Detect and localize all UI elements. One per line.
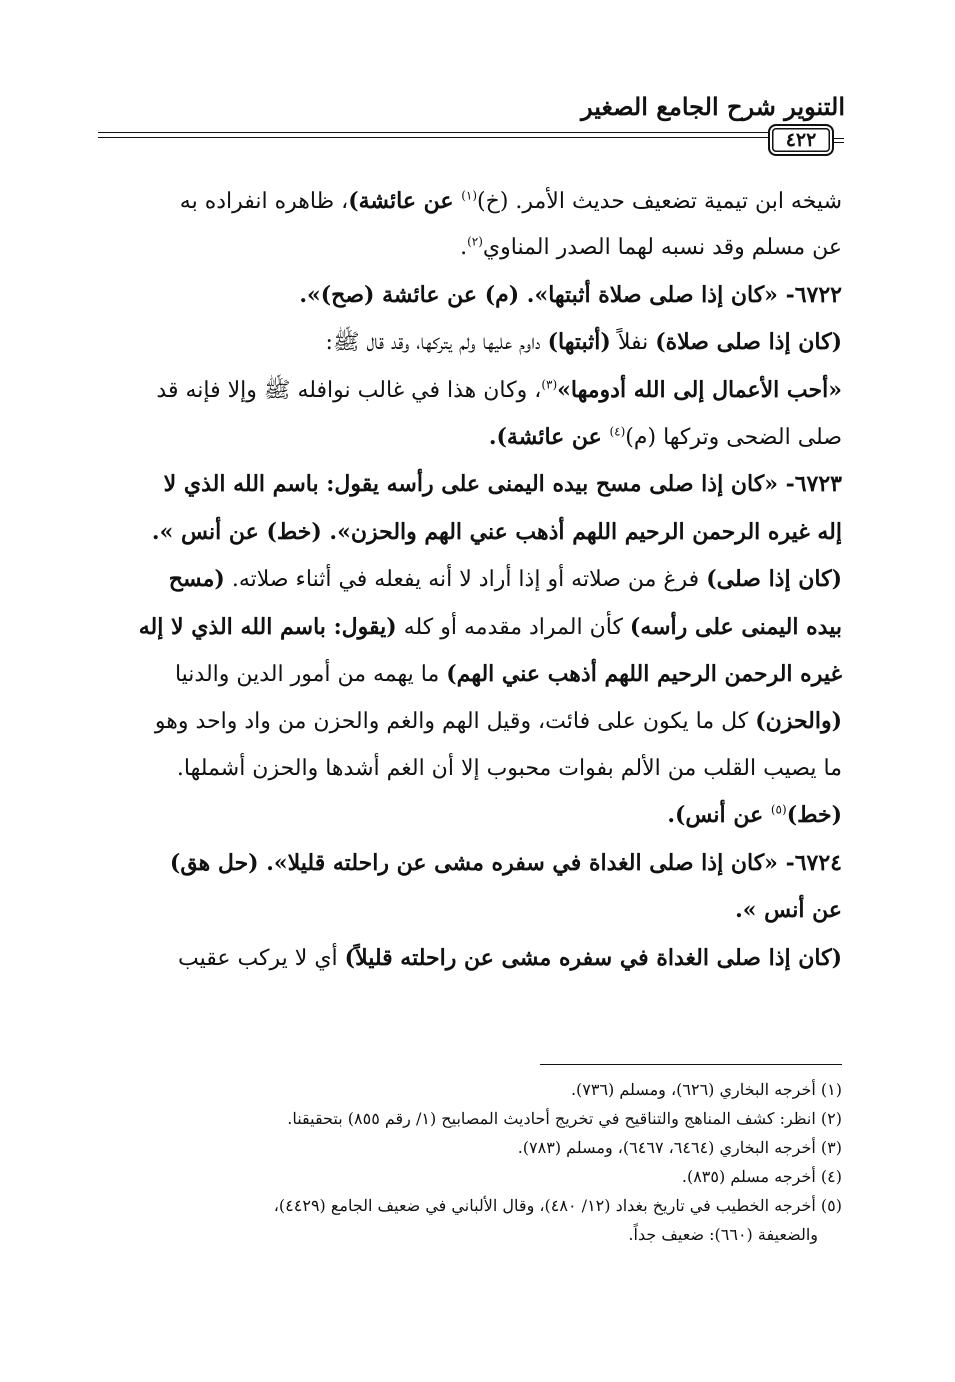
text-line (100, 604, 842, 651)
text-segment: ما يهمه من أمور الدين والدنيا (174, 662, 447, 688)
text-segment: بيده اليمنى على رأسه) (629, 613, 842, 640)
footnote-separator (540, 1064, 842, 1065)
footnote-marker: (٣) (541, 377, 558, 392)
text-line (100, 319, 842, 366)
text-line (100, 651, 842, 698)
text-segment: (كان إذا صلى الغداة في سفره مشى عن راحلته قليلاً) (344, 944, 842, 971)
text-segment: «أحب الأعمال إلى الله أدومها» (557, 376, 842, 403)
text-segment: (أثبتها) (547, 329, 611, 356)
text-segment: عن مسلم وقد نسبه لهما الصدر المناوي (482, 235, 842, 261)
footnote: (٥) أخرجه الخطيب في تاريخ بغداد (١٢/ ٤٨٠)، وقال الألباني في ضعيف الجامع (٤٤٢٩)، (273, 1196, 842, 1215)
header-rule-tail (834, 138, 844, 143)
text-segment: (مسح (168, 566, 225, 593)
footnote-marker: (١) (461, 188, 478, 203)
main-text (100, 178, 842, 982)
footnote: (٣) أخرجه البخاري (٦٤٦٤، ٦٤٦٧)، ومسلم (٧٨٣). (517, 1138, 842, 1157)
text-line (100, 746, 842, 792)
text-segment: غيره الرحمن الرحيم اللهم أذهب عني الهم) (446, 661, 842, 688)
text-segment: كأن المراد مقدمه أو كله (396, 614, 630, 640)
text-segment: إله غيره الرحمن الرحيم اللهم أذهب عني الهم والحزن». (خط) عن أنس ». (151, 518, 842, 545)
text-line (100, 225, 842, 271)
text-segment: ٦٧٢٤- «كان إذا صلى الغداة في سفره مشى عن راحلته قليلا». (حل هق) (169, 849, 842, 876)
text-segment: عن أنس). (667, 802, 771, 829)
text-segment: عن عائشة). (488, 424, 610, 451)
text-segment: كل ما يكون على فائت، وقيل الهم والغم والحزن من واد واحد وهو (154, 709, 756, 735)
text-segment: (كان إذا صلى) (706, 566, 842, 593)
text-segment: صلى الضحى وتركها (م) (625, 425, 842, 451)
text-segment: . (460, 235, 468, 261)
text-segment: فرغ من صلاته أو إذا أراد لا أنه يفعله في أثناء صلاته. (224, 567, 707, 593)
footnote-marker: (٥) (770, 802, 787, 817)
footnote: (١) أخرجه البخاري (٦٢٦)، ومسلم (٧٣٦). (570, 1080, 842, 1099)
text-line (100, 414, 842, 461)
text-segment: (كان إذا صلى صلاة) (655, 329, 842, 356)
text-segment: ، ظاهره انفراده به (179, 189, 349, 214)
text-line (100, 556, 842, 603)
running-title: التنوير شرح الجامع الصغير (581, 92, 845, 121)
text-line (100, 935, 842, 982)
text-line (100, 792, 842, 839)
footnote: والضعيفة (٦٦٠): ضعيف جداً. (628, 1225, 818, 1244)
text-line (100, 887, 842, 934)
text-line (100, 698, 842, 745)
text-segment: عن عائشة) (348, 188, 462, 214)
text-segment: ما يصيب القلب من الألم بفوات محبوب إلا أن الغم أشدها والحزن أشملها. (176, 755, 842, 781)
text-segment: نفلاً (610, 330, 656, 356)
text-segment: عن أنس ». (735, 897, 842, 924)
footnote-marker: (٤) (609, 424, 626, 439)
header-rule (98, 132, 772, 138)
footnotes (100, 1075, 842, 1249)
text-line (100, 178, 842, 225)
text-segment: (يقول: باسم الله الذي لا إله (138, 613, 397, 640)
text-segment: ، وكان هذا في غالب نوافله ﷺ وإلا فإنه قد (156, 377, 542, 403)
text-segment: (خط) (786, 802, 842, 829)
text-line (100, 509, 842, 556)
footnote: (٢) انظر: كشف المناهج والتناقيح في تخريج أحاديث المصابيح (١/ رقم ٨٥٥) بتحقيقنا. (287, 1109, 842, 1128)
text-segment: (والحزن) (755, 708, 842, 735)
text-segment: ٦٧٢٣- «كان إذا صلى مسح بيده اليمنى على رأسه يقول: باسم الله الذي لا (163, 471, 842, 498)
text-segment: شيخه ابن تيمية تضعيف حديث الأمر. (خ) (477, 189, 842, 214)
text-segment: أي لا يركب عقيب (177, 945, 345, 971)
text-segment: ٦٧٢٢- «كان إذا صلى صلاة أثبتها». (م) عن عائشة (صح)». (299, 281, 842, 308)
text-line (100, 367, 842, 414)
footnote-marker: (٢) (467, 235, 483, 250)
page-number: ٤٢٢ (768, 124, 834, 156)
text-line (100, 840, 842, 887)
text-segment: داوم عليها ولم يتركها، وقد قال ﷺ: (325, 330, 548, 356)
text-line (100, 272, 842, 319)
text-line (100, 461, 842, 508)
footnote: (٤) أخرجه مسلم (٨٣٥). (681, 1167, 842, 1186)
